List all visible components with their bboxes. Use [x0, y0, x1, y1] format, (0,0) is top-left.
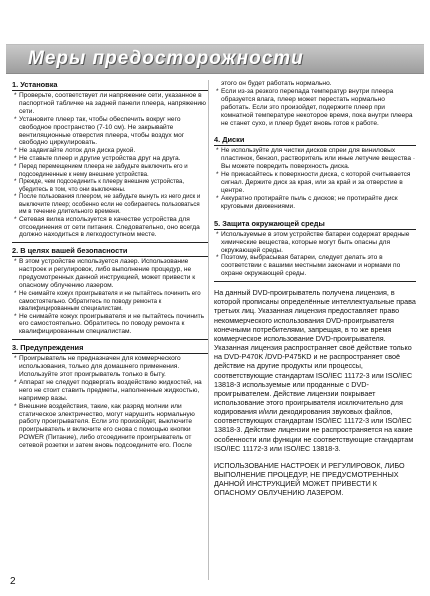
installation-list-a	[12, 92, 208, 163]
list-item: * Проигрыватель не предназначен для коммерческого использования, только для домашнего применения. Используйте этот проигрыватель только в быту.	[14, 355, 181, 379]
section-title: 4. Диски	[214, 135, 416, 146]
installation-list-c	[12, 216, 208, 240]
safety-list-b	[12, 290, 208, 313]
environment-list	[214, 231, 416, 278]
section-warnings-continued	[214, 80, 416, 127]
list-item: * Не ставьте плеер и другие устройства друг на друга.	[14, 155, 181, 163]
continued-text: этого он будет работать нормально.	[221, 80, 332, 87]
page-number: 2	[10, 576, 16, 587]
list-item: * После пользования плеером, не забудьте вынуть из него диск и выключите плеер; особенно если не собираетесь пользоваться им в течение длительного времени.	[14, 193, 201, 216]
safety-list-a	[12, 258, 208, 290]
list-item: * Прежде, чем подсоединить к плееру внешние устройства, убедитесь в том, что они выключены.	[14, 178, 185, 193]
section-divider	[12, 339, 208, 340]
section-discs	[214, 135, 416, 210]
section-installation	[12, 80, 208, 239]
list-item: * Аппарат не следует подвергать воздействию жидкостей, на него не стоит ставить предметы, наполненные жидкостью, например вазы.	[14, 378, 202, 402]
section-title: 1. Установка	[12, 80, 208, 91]
list-item: * Установите плеер так, чтобы обеспечить вокруг него свободное пространство (7-10 см). Не закрывайте вентиляционные отверстия плеера, чтобы воздух мог свободно циркулировать.	[14, 115, 185, 147]
laser-warning-caps: ИСПОЛЬЗОВАНИЕ НАСТРОЕК И РЕГУЛИРОВОК, ЛИБО ВЫПОЛНЕНИЕ ПРОЦЕДУР, НЕ ПРЕДУСМОТРЕННЫХ ДАННОЙ ИНСТРУКЦИЕЙ МОЖЕТ ПРИВЕСТИ К ОПАСНОМУ ОБЛУЧЕНИЮ ЛАЗЕРОМ.	[214, 460, 405, 498]
left-column	[12, 80, 208, 450]
list-item: * В этом устройстве используется лазер. Использование настроек и регулировок, либо выполнение процедур, не предусмотренных данной инструкцией, может привести к опасному облучению лазером.	[14, 258, 196, 290]
section-title: 2. В целях вашей безопасности	[12, 246, 208, 257]
list-item: * Не снимайте кожух проигрывателя и не пытайтесь починить его самостоятельно. Обратитесь по поводу ремонта к квалифицированным специалистам.	[14, 290, 201, 312]
list-item: * Сетевая вилка используется в качестве устройства для отсоединения от сети питания. Следовательно, оно всегда должно находиться в легкодоступном месте.	[14, 215, 200, 239]
spacer	[214, 211, 416, 219]
list-item: * Не используйте для чистки дисков спреи для виниловых пластинок, бензол, растворитель или иные летучие вещества · Вы можете повредить поверхность диска.	[216, 147, 416, 171]
warnings-continued-list	[214, 88, 416, 128]
discs-list	[214, 147, 416, 210]
license-text: На данный DVD-проигрыватель получена лицензия, в которой прописаны определённые интеллектуальные права третьих лиц. Указанная лицензия предоставляет право некоммерческого использования DVD-проигрывателя конечными потребителями, запрещая, в то же время коммерческое использование DVD-проигрывателя. Указанная лицензия распространяет своё действие только на DVD-P470K /DVD-P475KD и не распространяет своё действие на другие продукты или процессы, соответствующие стандартам ISO/IEC 11172-3 или ISO/IEC 13818-3 используемые или проданные с DVD-проигрывателем. Действие лицензии покрывает использование этого проигрывателя исключительно для кодирования и/или декодирования звуковых файлов, соответствующих стандартам ISO/IEC 11172-3 или ISO/IEC 13818-3. Действие лицензии не распространяется на какие особенности или функции не соответствующие стандартам ISO/IEC 11172-3 или ISO/IEC 13818-3.	[214, 288, 416, 453]
page-header	[6, 44, 424, 74]
installation-list-b	[12, 163, 208, 216]
section-title: 5. Защита окружающей среды	[214, 219, 416, 230]
list-item: * Проверьте, соответствует ли напряжение сети, указанное в паспортной табличке на задней панели плеера, напряжению сети.	[14, 92, 206, 115]
column-divider	[208, 80, 209, 580]
section-environment	[214, 219, 416, 278]
section-safety	[12, 246, 208, 336]
section-divider	[214, 281, 416, 282]
list-item: * Используемые в этом устройстве батареи содержат вредные химические вещества, которые могут быть опасны для окружающей среды.	[216, 230, 410, 254]
safety-list-c	[12, 313, 208, 337]
list-item: * Перед перемещением плеера не забудьте выключить его и подсоединенные к нему внешние устройства.	[14, 163, 188, 178]
section-warnings	[12, 343, 208, 450]
list-item: * Если из-за резкого перепада температур внутри плеера образуется влага, плеер может перестать нормально работать. Если это произойдет, подержите плеер при комнатной температуре некоторое время, пока внутри плеера не станет сухо, и плеер будет вновь готов к работе.	[216, 87, 413, 127]
right-column	[214, 80, 416, 498]
list-item: * Внешние воздействия, такие, как разряд молнии или статическое электричество, могут нарушить нормальную работу проигрывателя. Если это произойдет, выключите проигрыватель и включите его снова с помощью кнопки POWER (Питание), либо отсоедините проигрыватель от сетевой розетки и затем вновь подсоедините его. После	[14, 402, 195, 450]
list-item: * Поэтому, выбрасывая батареи, следует делать это в соответствии с вашими местными законами и нормами по охране окружающей среды.	[216, 254, 401, 278]
page-title: Меры предосторожности	[28, 48, 304, 69]
list-item: * Не снимайте кожух проигрывателя и не пытайтесь починить его самостоятельно. Обратитесь по поводу ремонта к квалифицированным специалистам.	[14, 312, 205, 336]
list-item: * Не прикасайтесь к поверхности диска, с которой считывается сигнал. Держите диск за края, или за край и за отверстие в центре.	[216, 171, 411, 194]
section-divider	[12, 242, 208, 243]
list-item: * Аккуратно протирайте пыль с дисков; не протирайте диск круговыми движениями.	[216, 194, 398, 210]
list-item: * Не задвигайте лоток для диска рукой.	[14, 147, 136, 155]
section-title: 3. Предупреждения	[12, 343, 208, 354]
warnings-list	[12, 355, 208, 450]
spacer	[214, 127, 416, 135]
